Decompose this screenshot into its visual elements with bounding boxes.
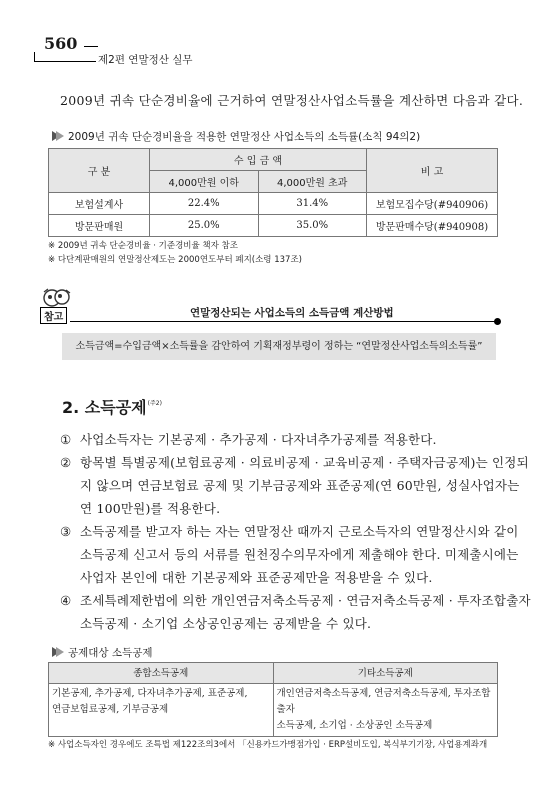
table2-header: 종합소득공제 bbox=[49, 663, 274, 684]
reference-rule bbox=[70, 321, 496, 322]
header-rule bbox=[34, 61, 96, 62]
table2-title-text: 공제대상 소득공제 bbox=[68, 647, 153, 659]
item-text: 사업자 본인에 대한 기본공제와 표준공제만을 적용받을 수 있다. bbox=[80, 570, 433, 585]
reference-rule-dot bbox=[494, 318, 501, 325]
table-cell: 방문판매수당(#940908) bbox=[367, 215, 498, 237]
table-cell: 방문판매원 bbox=[49, 215, 150, 237]
table-row bbox=[49, 684, 498, 737]
table2-title bbox=[52, 645, 152, 660]
item-text: 사업소득자는 기본공제 · 추가공제 · 다자녀추가공제를 적용한다. bbox=[80, 432, 437, 447]
item-number: ③ bbox=[60, 524, 72, 539]
table-cell: 22.4% bbox=[150, 193, 259, 215]
list-item bbox=[60, 451, 529, 474]
table-cell bbox=[49, 684, 274, 737]
table-cell: 31.4% bbox=[258, 193, 367, 215]
reference-label: 참고 bbox=[40, 307, 67, 324]
page-number: 560 bbox=[44, 34, 78, 53]
table-row bbox=[49, 215, 498, 237]
income-rate-table bbox=[48, 148, 498, 237]
table1-header-group: 구 분 bbox=[49, 149, 150, 193]
item-text: 연 100만원)를 적용한다. bbox=[80, 501, 221, 516]
list-item bbox=[60, 589, 531, 612]
formula-box: 소득금액=수입금액×소득률을 감안하여 기획재정부령이 정하는 “연말정산사업소득의소득률” bbox=[62, 333, 496, 360]
footer-note: ※ 사업소득자인 경우에도 조특법 제122조의3에서 「신용카드가맹점가입 · ERP설비도입, 복식부기기장, 사업용계좌개 bbox=[48, 740, 488, 750]
table1-note: ※ 2009년 귀속 단순경비율 · 기준경비율 책자 참조 bbox=[48, 241, 238, 251]
table-row bbox=[49, 193, 498, 215]
item-text: 소득공제 · 소기업 소상공인공제는 공제받을 수 있다. bbox=[80, 616, 372, 631]
intro-paragraph: 2009년 귀속 단순경비율에 근거하여 연말정산사업소득률을 계산하면 다음과 같다. bbox=[60, 93, 524, 108]
table2-header: 기타소득공제 bbox=[273, 663, 498, 684]
item-text: 소득공제 신고서 등의 서류를 원천징수의무자에게 제출해야 한다. 미제출시에는 bbox=[80, 547, 519, 562]
item-number: ④ bbox=[60, 593, 72, 608]
reference-title: 연말정산되는 사업소득의 소득금액 계산방법 bbox=[190, 307, 394, 319]
table-cell bbox=[273, 684, 498, 737]
table-cell: 35.0% bbox=[258, 215, 367, 237]
table-cell: 보험설계사 bbox=[49, 193, 150, 215]
list-item bbox=[60, 520, 518, 543]
table-cell: 25.0% bbox=[150, 215, 259, 237]
item-text: 지 않으며 연금보험료 공제 및 기부금공제와 표준공제(연 60만원, 성실사업자는 bbox=[80, 478, 520, 493]
table1-subheader: 4,000만원 이하 bbox=[150, 171, 259, 193]
section-heading bbox=[62, 395, 162, 418]
list-item bbox=[60, 428, 437, 451]
cell-line: 연금보험료공제, 기부금공제 bbox=[52, 704, 169, 715]
item-text: 항목별 특별공제(보험료공제 · 의료비공제 · 교육비공제 · 주택자금공제)는 인정되 bbox=[80, 455, 529, 470]
item-number: ① bbox=[60, 432, 72, 447]
header-rule bbox=[84, 46, 98, 47]
item-text: 조세특례제한법에 의한 개인연금저축소득공제 · 연금저축소득공제 · 투자조합출자 bbox=[80, 593, 531, 608]
triangle-bullet-icon bbox=[56, 647, 64, 657]
cell-line: 소득공제, 소기업 · 소상공인 소득공제 bbox=[276, 720, 433, 731]
footnote-mark: (주2) bbox=[147, 400, 162, 407]
table1-title bbox=[52, 129, 420, 144]
table1-note: ※ 다단계판매원의 연말정산제도는 2000연도부터 폐지(소령 137조) bbox=[48, 255, 302, 265]
table1-subheader: 4,000만원 초과 bbox=[258, 171, 367, 193]
cell-line: 기본공제, 추가공제, 다자녀추가공제, 표준공제, bbox=[52, 688, 248, 699]
table1-header-note: 비 고 bbox=[367, 149, 498, 193]
table-cell: 보험모집수당(#940906) bbox=[367, 193, 498, 215]
item-number: ② bbox=[60, 455, 72, 470]
deduction-table bbox=[48, 662, 498, 737]
table1-title-text: 2009년 귀속 단순경비율을 적용한 연말정산 사업소득의 소득률(소칙 94의2) bbox=[68, 131, 421, 143]
section-title: 제2편 연말정산 실무 bbox=[98, 54, 193, 66]
triangle-bullet-icon bbox=[56, 131, 64, 141]
item-text: 소득공제를 받고자 하는 자는 연말정산 때까지 근로소득자의 연말정산시와 같이 bbox=[80, 524, 519, 539]
cell-line: 개인연금저축소득공제, 연금저축소득공제, 투자조합출자 bbox=[276, 688, 491, 715]
section-heading-text: 2. 소득공제 bbox=[62, 398, 147, 417]
table1-header-income: 수 입 금 액 bbox=[150, 149, 367, 171]
